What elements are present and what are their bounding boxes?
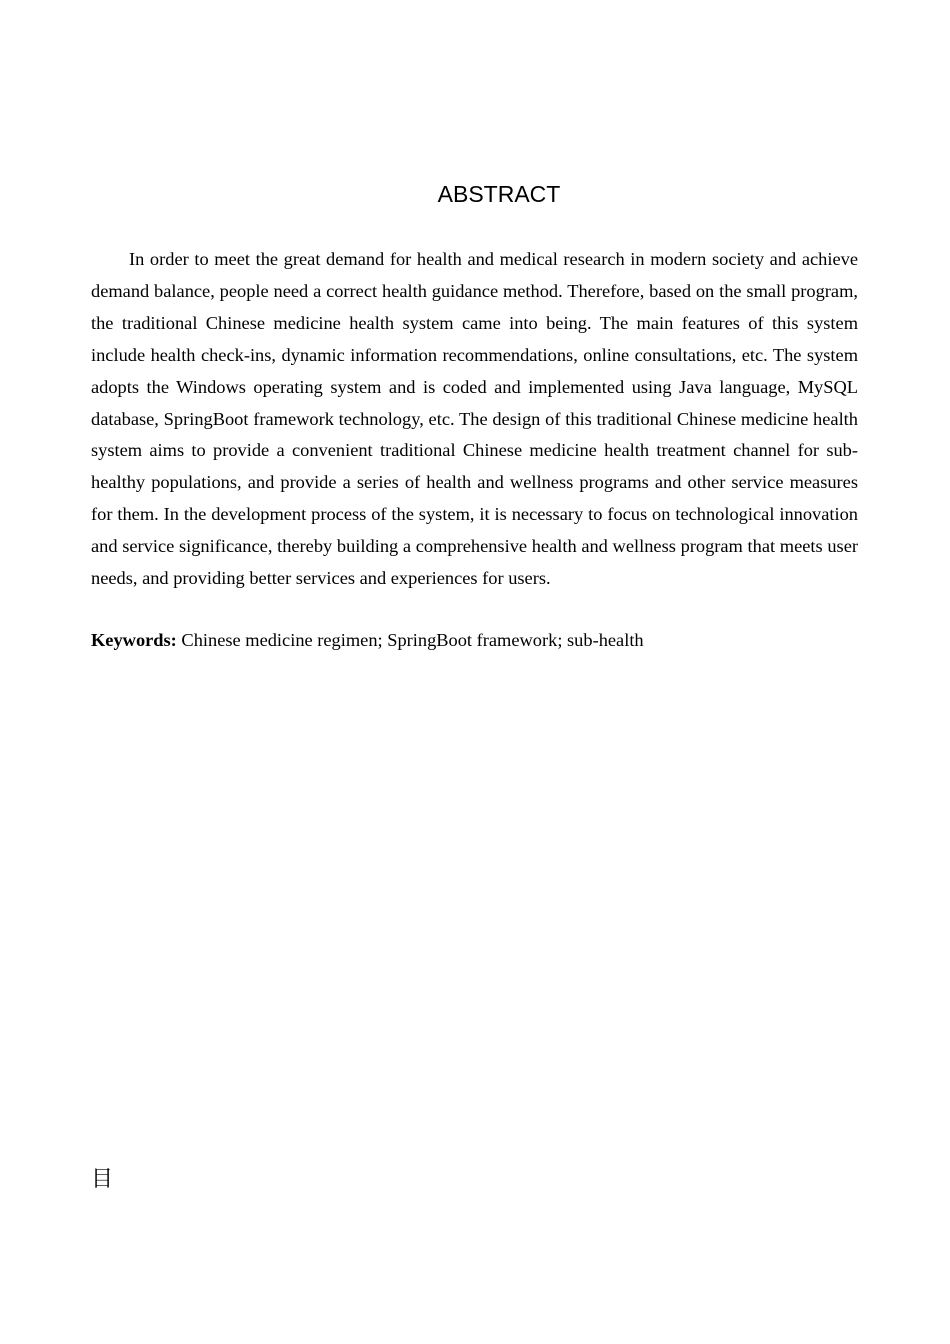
abstract-body: In order to meet the great demand for health and medical research in modern society and achieve demand balance, people need a correct health guidance method. Therefore, based on the small program, the traditional Chinese medicine health system came into being. The main features of this system include health check-ins, dynamic information recommendations, online consultations, etc. The system adopts the Windows operating system and is coded and implemented using Java language, MySQL database, SpringBoot framework technology, etc. The design of this traditional Chinese medicine health system aims to provide a convenient traditional Chinese medicine health treatment channel for sub-healthy populations, and provide a series of health and wellness programs and other service measures for them. In the development process of the system, it is necessary to focus on technological innovation and service significance, thereby building a comprehensive health and wellness program that meets user needs, and providing better services and experiences for users.: [91, 249, 858, 589]
keywords-line: [91, 626, 858, 654]
keywords-label: Keywords:: [91, 630, 177, 650]
abstract-title: ABSTRACT: [437, 181, 561, 207]
keywords-text: Chinese medicine regimen; SpringBoot framework; sub-health: [181, 630, 644, 650]
toc-heading: 目: [91, 1167, 114, 1192]
